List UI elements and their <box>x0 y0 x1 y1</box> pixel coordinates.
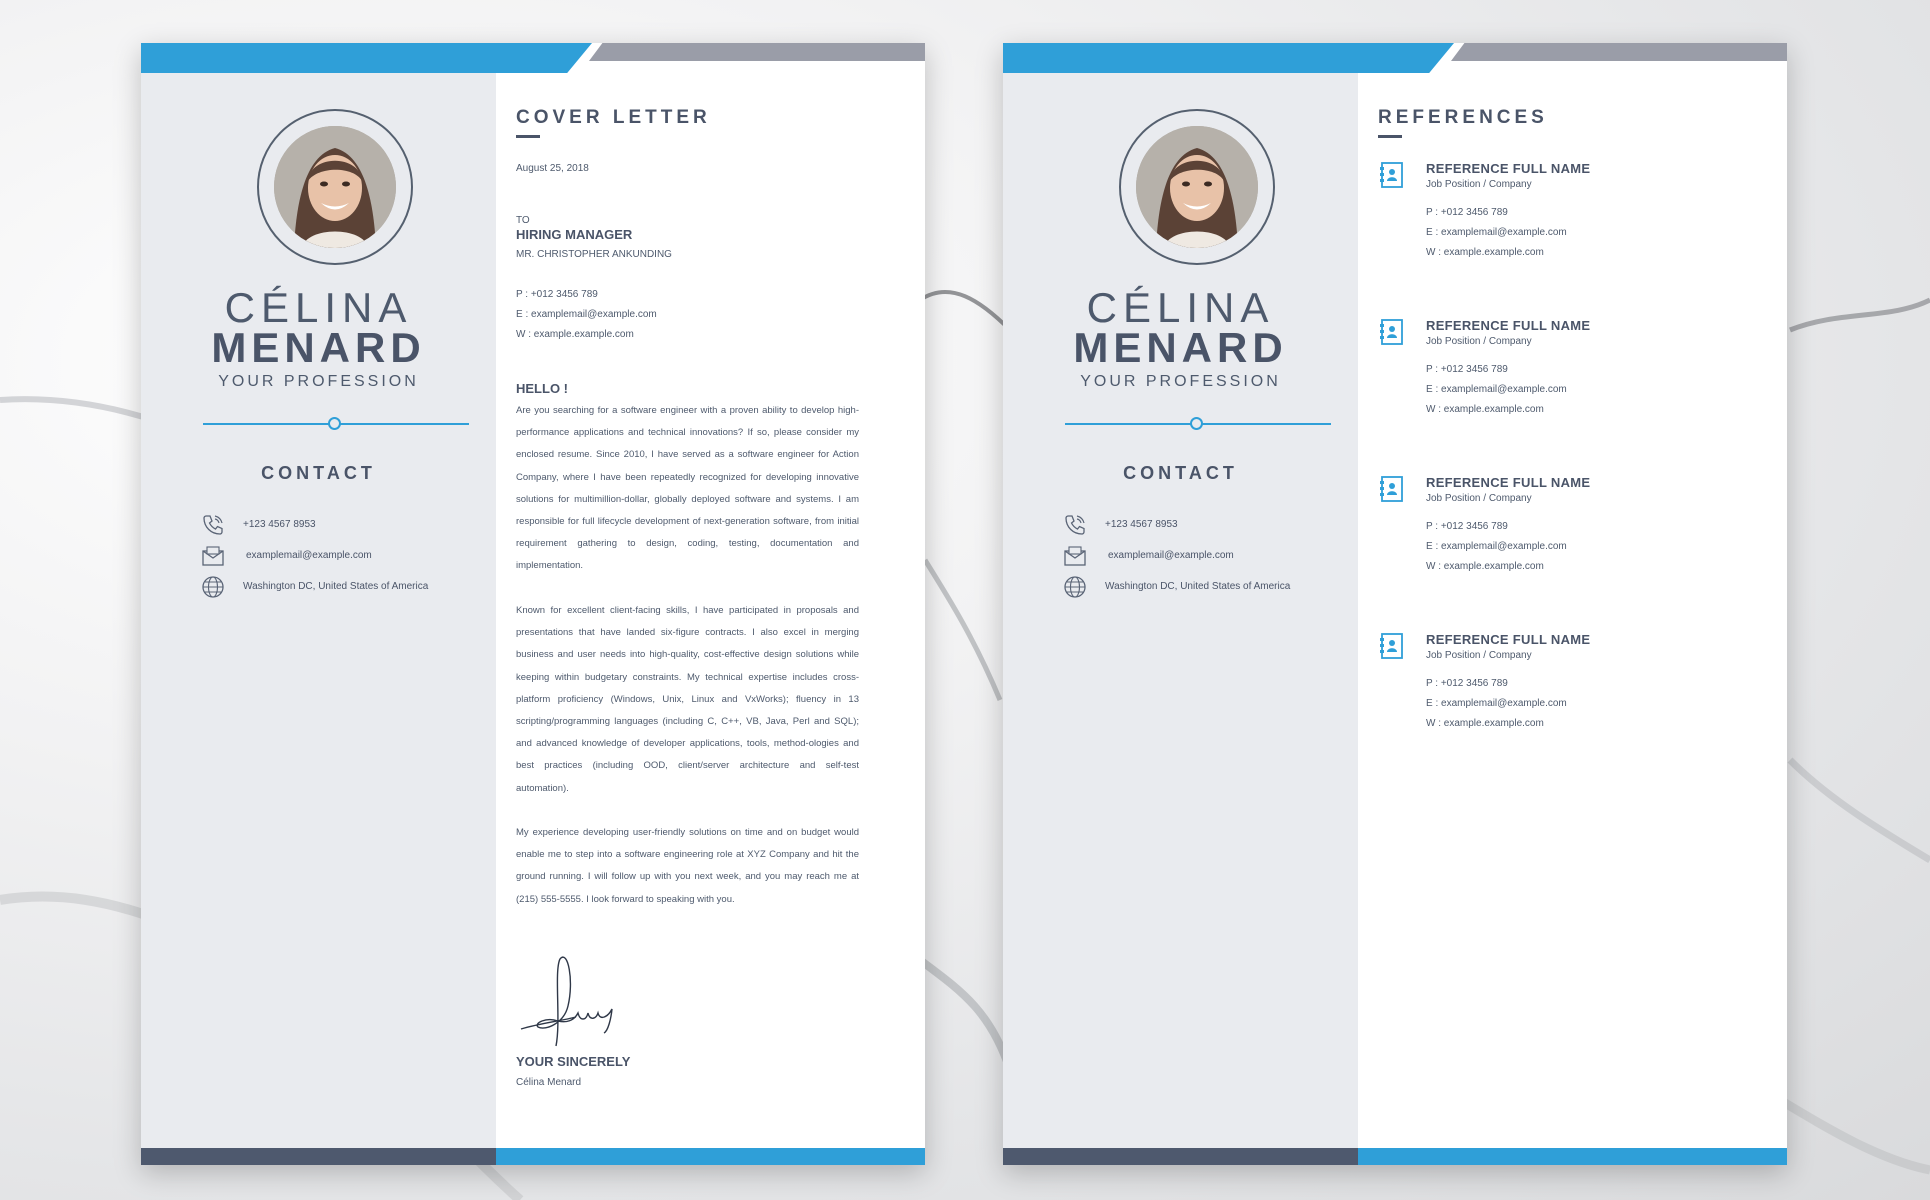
last-name: MENARD <box>1073 324 1288 371</box>
phone-icon <box>1063 513 1089 537</box>
envelope-icon <box>1063 544 1089 568</box>
envelope-icon <box>201 544 227 568</box>
signer-name: Célina Menard <box>516 1077 582 1088</box>
reference-web: W : example.example.com <box>1426 718 1544 729</box>
contact-heading: CONTACT <box>1123 463 1238 483</box>
greeting: HELLO ! <box>516 381 568 396</box>
profession: YOUR PROFESSION <box>218 373 419 390</box>
contact-address: Washington DC, United States of America <box>1105 581 1291 592</box>
reference-web: W : example.example.com <box>1426 561 1544 572</box>
letter-date: August 25, 2018 <box>516 163 589 174</box>
signature <box>516 951 626 1051</box>
footer-blue-bar <box>1358 1148 1787 1165</box>
profile-photo <box>274 126 396 248</box>
reference-email: E : examplemail@example.com <box>1426 384 1567 395</box>
reference-item <box>1378 318 1758 438</box>
profile-photo-frame <box>257 109 413 265</box>
reference-name: REFERENCE FULL NAME <box>1426 475 1591 490</box>
reference-name: REFERENCE FULL NAME <box>1426 318 1591 333</box>
contact-address: Washington DC, United States of America <box>243 581 429 592</box>
contact-book-icon <box>1378 161 1406 189</box>
contact-heading: CONTACT <box>261 463 376 483</box>
profile-photo-frame <box>1119 109 1275 265</box>
title-underline <box>1378 135 1402 138</box>
reference-item <box>1378 475 1758 595</box>
reference-item <box>1378 161 1758 281</box>
contact-book-icon <box>1378 318 1406 346</box>
reference-web: W : example.example.com <box>1426 247 1544 258</box>
letter-email: E : examplemail@example.com <box>516 309 657 320</box>
last-name: MENARD <box>211 324 426 371</box>
reference-position: Job Position / Company <box>1426 179 1532 190</box>
reference-phone: P : +012 3456 789 <box>1426 364 1508 375</box>
contact-email: examplemail@example.com <box>1108 550 1234 561</box>
reference-email: E : examplemail@example.com <box>1426 698 1567 709</box>
recipient-name: MR. CHRISTOPHER ANKUNDING <box>516 249 672 260</box>
reference-email: E : examplemail@example.com <box>1426 227 1567 238</box>
contact-email: examplemail@example.com <box>246 550 372 561</box>
header-accent-bar <box>1003 43 1454 73</box>
cover-letter-title: COVER LETTER <box>516 107 711 128</box>
globe-icon <box>1063 575 1089 599</box>
reference-position: Job Position / Company <box>1426 336 1532 347</box>
profession: YOUR PROFESSION <box>1080 373 1281 390</box>
title-underline <box>516 135 540 138</box>
letter-paragraph: My experience developing user-friendly solutions on time and on budget would enable me to step into a software engineering role at XYZ Company and hit the ground running. I will follow up with you next week, and you may reach me at (215) 555-5555. I look forward to speaking with you. <box>516 827 859 905</box>
header-grey-bar <box>589 43 925 61</box>
reference-web: W : example.example.com <box>1426 404 1544 415</box>
reference-name: REFERENCE FULL NAME <box>1426 632 1591 647</box>
divider-dot <box>328 417 341 430</box>
header-grey-bar <box>1451 43 1787 61</box>
reference-phone: P : +012 3456 789 <box>1426 207 1508 218</box>
profile-photo <box>1136 126 1258 248</box>
contact-phone: +123 4567 8953 <box>1105 519 1178 530</box>
references-title: REFERENCES <box>1378 107 1548 128</box>
contact-book-icon <box>1378 632 1406 660</box>
phone-icon <box>201 513 227 537</box>
first-name: CÉLINA <box>1086 284 1275 331</box>
reference-position: Job Position / Company <box>1426 650 1532 661</box>
reference-phone: P : +012 3456 789 <box>1426 521 1508 532</box>
letter-paragraph: Known for excellent client-facing skills, I have participated in proposals and presentations that have landed six-figure contracts. I also excel in merging business and user needs into high-quality, cost-effective design solutions while keeping within budgetary constraints. My technical expertise includes cross-platform proficiency (Windows, Unix, Linux and VxWorks); fluency in 13 scripting/programming languages (including C, C++, VB, Java, Perl and SQL); and advanced knowledge of developer applications, tools, method-ologies and best practices (including OOD, client/server architecture and self-test automation). <box>516 605 859 794</box>
footer-dark-bar <box>141 1148 496 1165</box>
to-label: TO <box>516 215 530 226</box>
globe-icon <box>201 575 227 599</box>
reference-item <box>1378 632 1758 752</box>
reference-position: Job Position / Company <box>1426 493 1532 504</box>
contact-phone: +123 4567 8953 <box>243 519 316 530</box>
letter-paragraph: Are you searching for a software engineer with a proven ability to develop high-performance applications and technical innovations? If so, please consider my enclosed resume. Since 2010, I have served as a software engineer for Action Company, where I have been repeatedly recognized for developing innovative solutions for multimillion-dollar, globally deployed software and systems. I am responsible for full lifecycle development of next-generation software, from initial requirement gathering to design, coding, testing, documentation and implementation. <box>516 405 859 572</box>
first-name: CÉLINA <box>224 284 413 331</box>
letter-web: W : example.example.com <box>516 329 634 340</box>
footer-dark-bar <box>1003 1148 1358 1165</box>
reference-name: REFERENCE FULL NAME <box>1426 161 1591 176</box>
reference-email: E : examplemail@example.com <box>1426 541 1567 552</box>
footer-blue-bar <box>496 1148 925 1165</box>
letter-phone: P : +012 3456 789 <box>516 289 598 300</box>
reference-phone: P : +012 3456 789 <box>1426 678 1508 689</box>
header-accent-bar <box>141 43 592 73</box>
cover-letter-page <box>141 43 925 1165</box>
references-page <box>1003 43 1787 1165</box>
divider-dot <box>1190 417 1203 430</box>
contact-book-icon <box>1378 475 1406 503</box>
closing: YOUR SINCERELY <box>516 1054 631 1069</box>
recipient-title: HIRING MANAGER <box>516 227 633 242</box>
